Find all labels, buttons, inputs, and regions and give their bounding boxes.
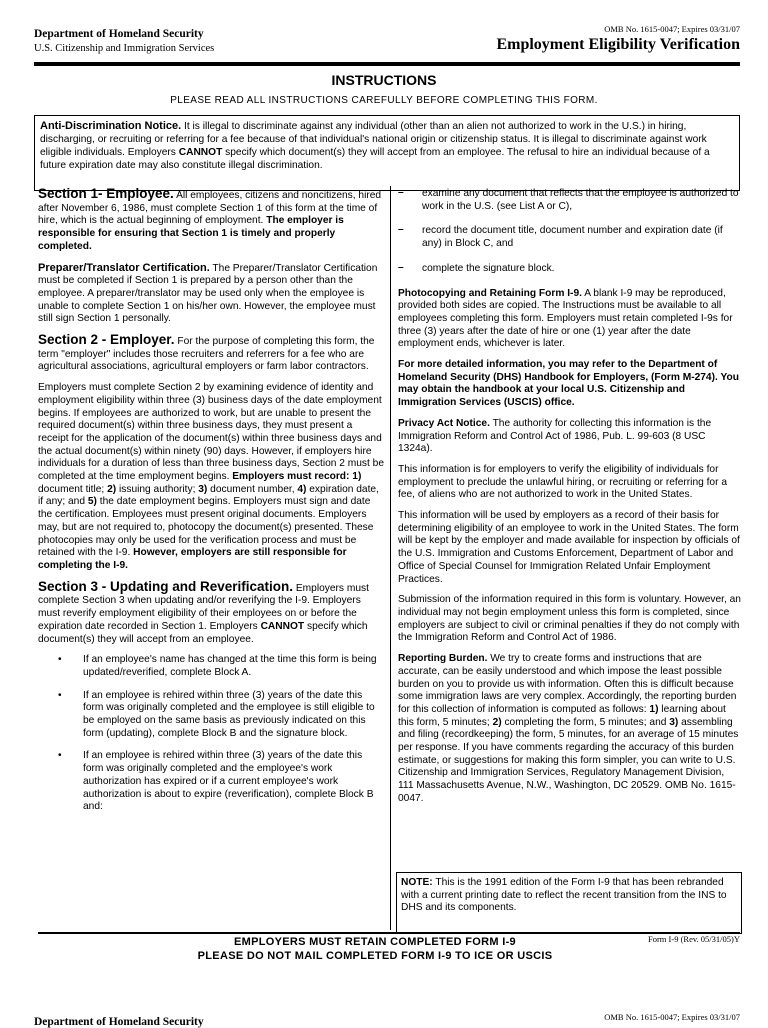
next-page-omb: OMB No. 1615-0047; Expires 03/31/07 [604,1012,740,1022]
bullet-text: If an employee is rehired within three (3) years of the date this form was originally completed and the employee's work authorization has expired or if a current employee's work authorization is about to expire (reverification), complete Block B and: [83,750,374,813]
bullet-icon: • [58,750,62,762]
item-number: 4) [297,483,307,495]
list-item [358,188,741,213]
employers-must-record: Employers must record: [232,471,350,483]
more-info-paragraph [398,359,741,410]
privacy-paragraph-2: This information is for employers to verify the eligibility of individuals for employment to preclude the unlawful hiring, or recruiting or referring for a fee, of aliens who are not authorized to work in the United States. [398,463,727,501]
dash-text: examine any document that reflects that the employee is authorized to work in the U.S. (see List A or C), [422,188,739,212]
section-2-paragraph [38,334,384,374]
item-number: 5) [87,496,97,508]
agency-name: Department of Homeland Security [34,28,204,40]
list-item [38,750,384,814]
retain-line-2: PLEASE DO NOT MAIL COMPLETED FORM I-9 TO ICE OR USCIS [197,950,553,962]
dash-icon: – [398,261,404,273]
footer-rule [38,932,740,934]
privacy-paragraph [398,418,741,456]
item-number: 1) [352,471,362,483]
bullet-text: If an employee is rehired within three (3) years of the date this form was originally completed and the employee is still eligible to be employed on the same basis as previously indicated on this form (updating), complete Block B and the signature block. [83,689,375,739]
column-divider [390,186,391,930]
notice-title: Anti-Discrimination Notice. [40,120,182,132]
section-1-paragraph [38,188,384,254]
section-3-text-end: specify which document(s) they will accept from an employee. [38,620,368,645]
item-text: issuing authority; [116,483,199,495]
burden-text: We try to create forms and instructions that are accurate, can be easily understood and which impose the least possible burden on you to provide us with information. Often this is difficult because some immigration laws are very complex. Accordingly, the reporting burden for this collection of information is computed as follows: [398,653,737,715]
dash-icon: – [398,224,404,236]
section-3-text: Employers must complete Section 3 when updating and/or reverifying the I-9. Employers must reverify employment eligibility of their employees on or before the expiration date recorded in Section 1. Employers [38,582,369,632]
bullet-text: If an employee's name has changed at the time this form is being updated/reverified, complete Block A. [83,654,377,678]
item-number: 2) [107,483,117,495]
section-2-details-text: Employers must complete Section 2 by examining evidence of identity and employment eligibility within three (3) business days of the date employment begins. If employees are authorized to work, but are unable to present the required document(s) within three business days, they must present a receipt for the application of the document(s) within three business days and the actual document(s) within ninety (90) days. However, if employers hire individuals for a duration of less than three business days, Section 2 must be completed at the time employment begins. [38,382,385,483]
section-3-cannot: CANNOT [260,620,305,632]
section-3-paragraph [38,578,384,647]
notice-text: It is illegal to discriminate against any individual (other than an alien not authorized to work in the U.S.) in hiring, discharging, or recruiting or referring for a fee because of that individual's national origin or citizenship status. It is illegal to discriminate against work eligible individuals. Employers [40,121,707,158]
item-number: 1) [649,703,659,715]
notice-cannot: CANNOT [178,147,223,158]
bullet-icon: • [58,654,62,666]
photocopying-paragraph [398,288,741,352]
bullet-icon: • [58,689,62,701]
more-info-text: For more detailed information, you may refer to the Department of Homeland Security (DHS) Handbook for Employers, (Form M-274). You may obtain the handbook at your local U.S. Citizenship and Immigration Services (USCIS) office. [398,359,739,409]
privacy-paragraph-3: This information will be used by employers as a record of their basis for determining eligibility of an employee to work in the United States. The form will be kept by the employer and made available for inspection by officials of the U.S. Immigration and Customs Enforcement, Department of Labor and Office of Special Counsel for Immigration Related Unfair Employment Practices. [398,510,740,585]
item-text: expiration date, if any; and [38,483,379,508]
section-3-title: Section 3 - Updating and Reverification. [38,578,294,594]
photocopying-text: A blank I-9 may be reproduced, provided both sides are copied. The Instructions must be available to all employees completing this form. Employers must retain completed I-9s for three (3) years after the date of hire or one (1) year after the date employment ends, whichever is later. [398,287,733,350]
dash-text: complete the signature block. [422,262,555,274]
list-item [38,654,384,679]
item-text: document title; [38,483,108,495]
item-text: completing the form, 5 minutes; and [501,716,670,728]
section-2-title: Section 2 - Employer. [38,332,175,348]
note-title: NOTE: [401,877,433,888]
anti-discrimination-notice [34,115,740,191]
list-item [358,225,741,250]
privacy-paragraph-4: Submission of the information required in this form is voluntary. However, an individual may not begin employment unless this form is completed, since employers are subject to civil or criminal penalties if they do not comply with the Immigration Reform and Control Act of 1986. [398,594,741,644]
section-1-title: Section 1- Employee. [38,186,174,201]
privacy-text: The authority for collecting this information is the Immigration Reform and Control Act of 1986, Pub. L. 99-603 (8 USC 1324a). [398,417,712,455]
item-text: document number, [207,483,298,495]
privacy-title: Privacy Act Notice. [398,417,490,429]
item-number: 2) [492,716,502,728]
photocopying-title: Photocopying and Retaining Form I-9. [398,287,582,299]
section-1-text: All employees, citizens and noncitizens, hired after November 6, 1986, must complete Section 1 of this form at the time of hire, which is the actual beginning of employment. [38,190,382,227]
item-number: 3) [198,483,208,495]
preparer-title: Preparer/Translator Certification. [38,261,210,274]
retain-notice [150,935,600,963]
item-number: 3) [669,716,679,728]
notice-text-end: specify which document(s) they will accept from an employee. The refusal to hire an individual because of a future expiration date may also constitute illegal discrimination. [40,147,710,171]
dash-text: record the document title, document number and expiration date (if any) in Block C, and [422,225,723,250]
agency-subname: U.S. Citizenship and Immigration Services [34,43,215,54]
section-3-bullets [38,654,384,814]
next-page-agency: Department of Homeland Security [34,1016,204,1028]
instructions-heading: INSTRUCTIONS [331,72,437,88]
preparer-paragraph [38,262,384,327]
note-box [396,872,742,934]
item-text: assembling and filing (recordkeeping) the form, 5 minutes, for an average of 15 minutes per response. If you have comments regarding the accuracy of this burden estimate, or suggestions for making this form simpler, you can write to U.S. Citizenship and Immigration Services, Regulatory Management Division, 111 Massachusetts Avenue, N.W., Washington, DC 20529. OMB No. 1615-0047. [398,716,739,804]
list-item [358,263,741,276]
read-all-instructions: PLEASE READ ALL INSTRUCTIONS CAREFULLY BEFORE COMPLETING THIS FORM. [170,95,598,106]
note-text: This is the 1991 edition of the Form I-9 that has been rebranded with a current printing date to reflect the recent transition from the INS to DHS and its components. [401,877,727,914]
section-2-text: For the purpose of completing this form, the term "employer" includes those recruiters and referrers for a fee who are agricultural associations, agricultural employers or farm labor contractors. [38,336,375,373]
form-revision: Form I-9 (Rev. 05/31/05)Y [648,934,740,944]
right-column [398,188,741,814]
item-text: the date employment begins. Employers must sign and date the certification. Employees must present original documents. Employers may, but are not required to, photocopy the document(s) presented. These photocopies may only be used for the verification process and must be retained with the I-9. [38,496,374,559]
reporting-burden-title: Reporting Burden. [398,653,488,665]
omb-number: OMB No. 1615-0047; Expires 03/31/07 [604,24,740,34]
header-rule [34,62,740,66]
left-column [38,188,384,824]
section-2-details [38,382,384,573]
retain-line-1: EMPLOYERS MUST RETAIN COMPLETED FORM I-9 [234,936,516,948]
preparer-text: The Preparer/Translator Certification must be completed if Section 1 is prepared by a person other than the employee. A preparer/translator may be used only when the employee is unable to complete Section 1 on his/her own. However, the employee must still sign Section 1 personally. [38,262,378,325]
reporting-burden-paragraph [398,653,741,805]
employer-responsibility: However, employers are still responsible for completing the I-9. [38,547,347,571]
form-title: Employment Eligibility Verification [496,36,740,53]
item-text: learning about this form, 5 minutes; [398,703,726,728]
section-1-bold: The employer is responsible for ensuring that Section 1 is timely and properly completed. [38,215,344,252]
dash-icon: – [398,187,404,198]
list-item [38,690,384,741]
reverification-steps [358,188,741,276]
